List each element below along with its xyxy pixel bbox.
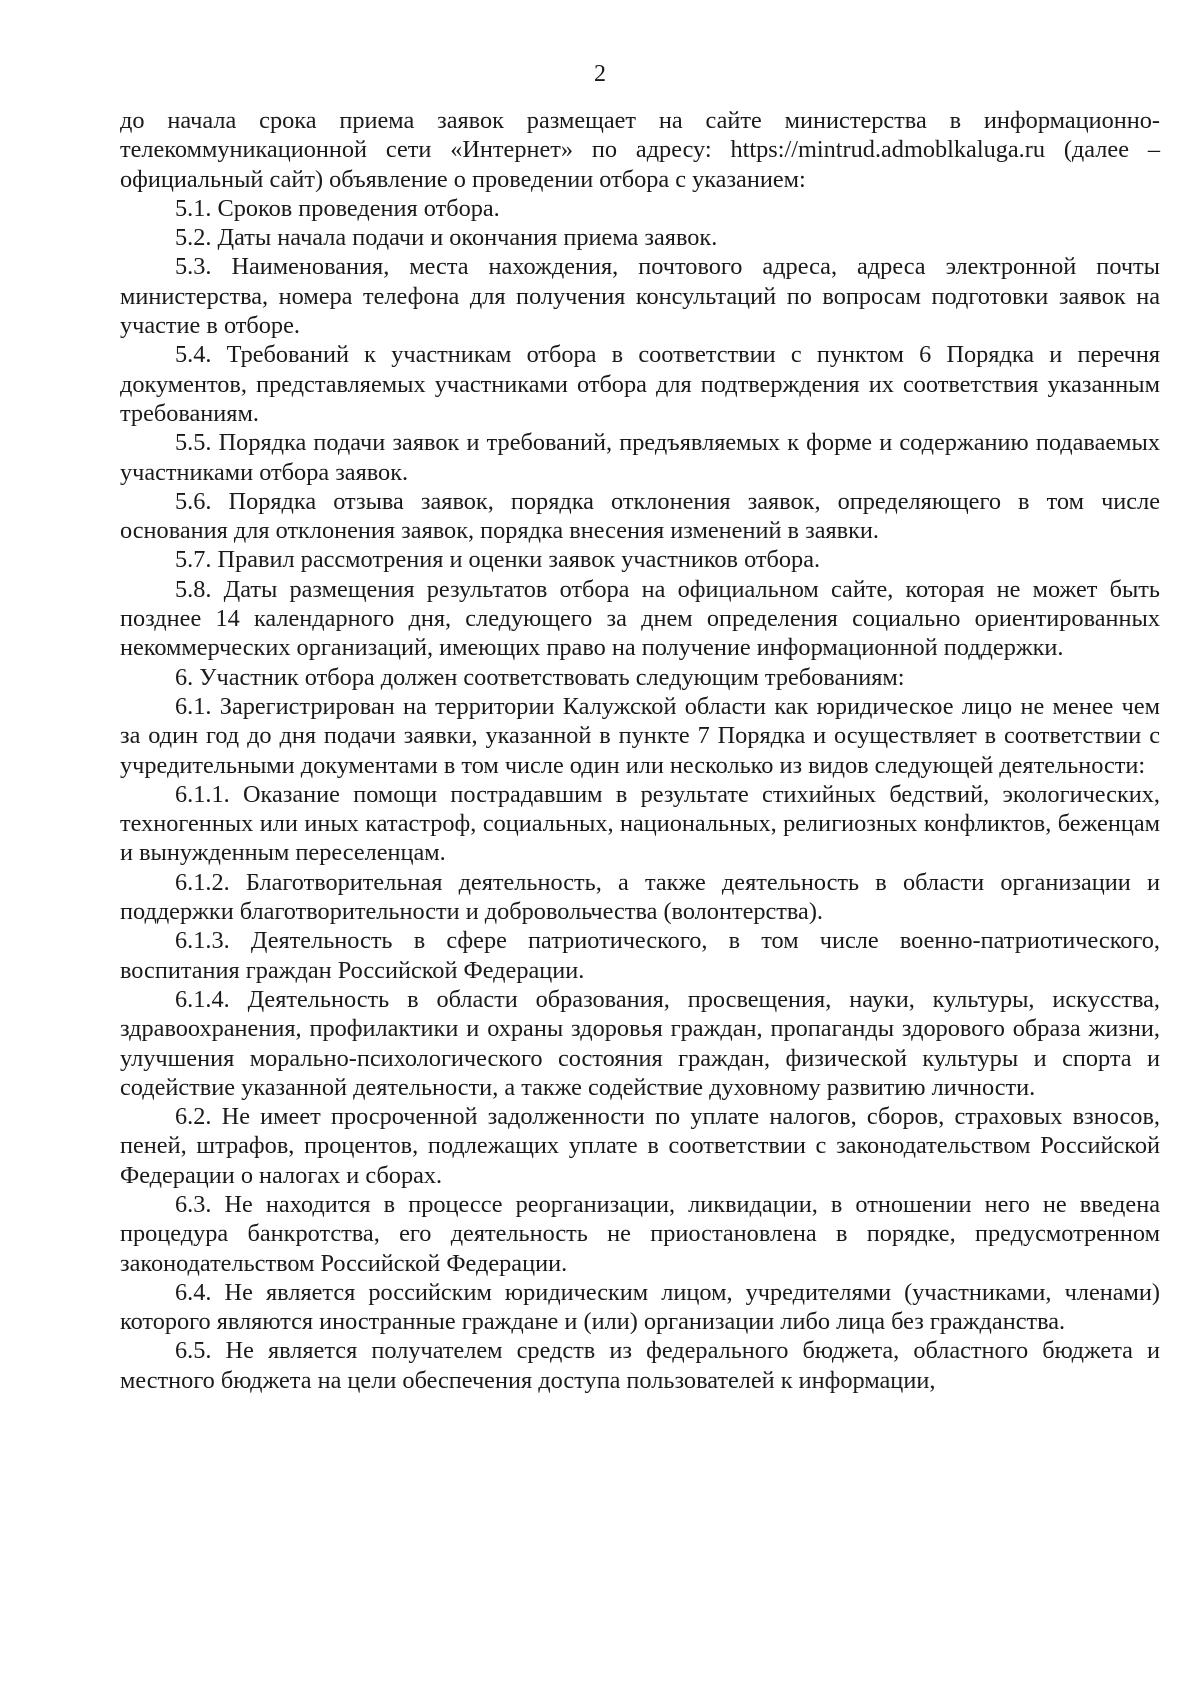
paragraph-6-1: 6.1. Зарегистрирован на территории Калужской области как юридическое лицо не менее чем за один год до дня подачи заявки, указанной в пункте 7 Порядка и осуществляет в соответствии с учредительными документами в том числе один или несколько из видов следующей деятельности: [120,692,1160,779]
paragraph-6-1-4: 6.1.4. Деятельность в области образования, просвещения, науки, культуры, искусства, здравоохранения, профилактики и охраны здоровья граждан, пропаганды здорового образа жизни, улучшения морально-психологического состояния граждан, физической культуры и спорта и содействие указанной деятельности, а также содействие духовному развитию личности. [120,985,1160,1101]
paragraph-5-5: 5.5. Порядка подачи заявок и требований, предъявляемых к форме и содержанию подаваемых участниками отбора заявок. [120,429,1160,486]
page-number: 2 [594,61,606,87]
paragraph-5-8: 5.8. Даты размещения результатов отбора на официальном сайте, которая не может быть позднее 14 календарного дня, следующего за днем определения социально ориентированных некоммерческих организаций, имеющих право на получение информационной поддержки. [120,575,1160,662]
paragraph-6: 6. Участник отбора должен соответствовать следующим требованиям: [175,663,905,691]
document-body [120,106,1160,1395]
paragraph-5-6: 5.6. Порядка отзыва заявок, порядка отклонения заявок, определяющего в том числе основания для отклонения заявок, порядка внесения изменений в заявки. [120,487,1160,545]
paragraph-6-3: 6.3. Не находится в процессе реорганизации, ликвидации, в отношении него не введена процедура банкротства, его деятельность не приостановлена в порядке, предусмотренном законодательством Российской Федерации. [120,1190,1160,1277]
paragraph-6-1-2: 6.1.2. Благотворительная деятельность, а также деятельность в области организации и поддержки благотворительности и добровольчества (волонтерства). [120,868,1160,926]
paragraph-5-4: 5.4. Требований к участникам отбора в соответствии с пунктом 6 Порядка и перечня документов, представляемых участниками отбора для подтверждения их соответствия указанным требованиям. [120,341,1160,427]
paragraph-6-4: 6.4. Не является российским юридическим лицом, учредителями (участниками, членами) которого являются иностранные граждане и (или) организации либо лица без гражданства. [120,1278,1160,1336]
paragraph-5-1: 5.1. Сроков проведения отбора. [175,194,500,222]
paragraph-6-1-1: 6.1.1. Оказание помощи пострадавшим в результате стихийных бедствий, экологических, техногенных или иных катастроф, социальных, национальных, религиозных конфликтов, беженцам и вынужденным переселенцам. [120,780,1160,867]
paragraph-5-2: 5.2. Даты начала подачи и окончания приема заявок. [175,224,718,252]
paragraph-5-7: 5.7. Правил рассмотрения и оценки заявок участников отбора. [175,546,821,574]
paragraph-intro: до начала срока приема заявок размещает на сайте министерства в информационно-телекоммуникационной сети «Интернет» по адресу: https://mintrud.admoblkaluga.ru (далее – официальный сайт) объявление о проведении отбора с указанием: [120,107,1160,193]
paragraph-6-1-3: 6.1.3. Деятельность в сфере патриотического, в том числе военно-патриотического, воспитания граждан Российской Федерации. [120,927,1160,984]
paragraph-5-3: 5.3. Наименования, места нахождения, почтового адреса, адреса электронной почты министерства, номера телефона для получения консультаций по вопросам подготовки заявок на участие в отборе. [120,253,1160,340]
paragraph-6-5: 6.5. Не является получателем средств из федерального бюджета, областного бюджета и местного бюджета на цели обеспечения доступа пользователей к информации, [120,1337,1160,1394]
paragraph-6-2: 6.2. Не имеет просроченной задолженности по уплате налогов, сборов, страховых взносов, пеней, штрафов, процентов, подлежащих уплате в соответствии с законодательством Российской Федерации о налогах и сборах. [120,1103,1160,1189]
